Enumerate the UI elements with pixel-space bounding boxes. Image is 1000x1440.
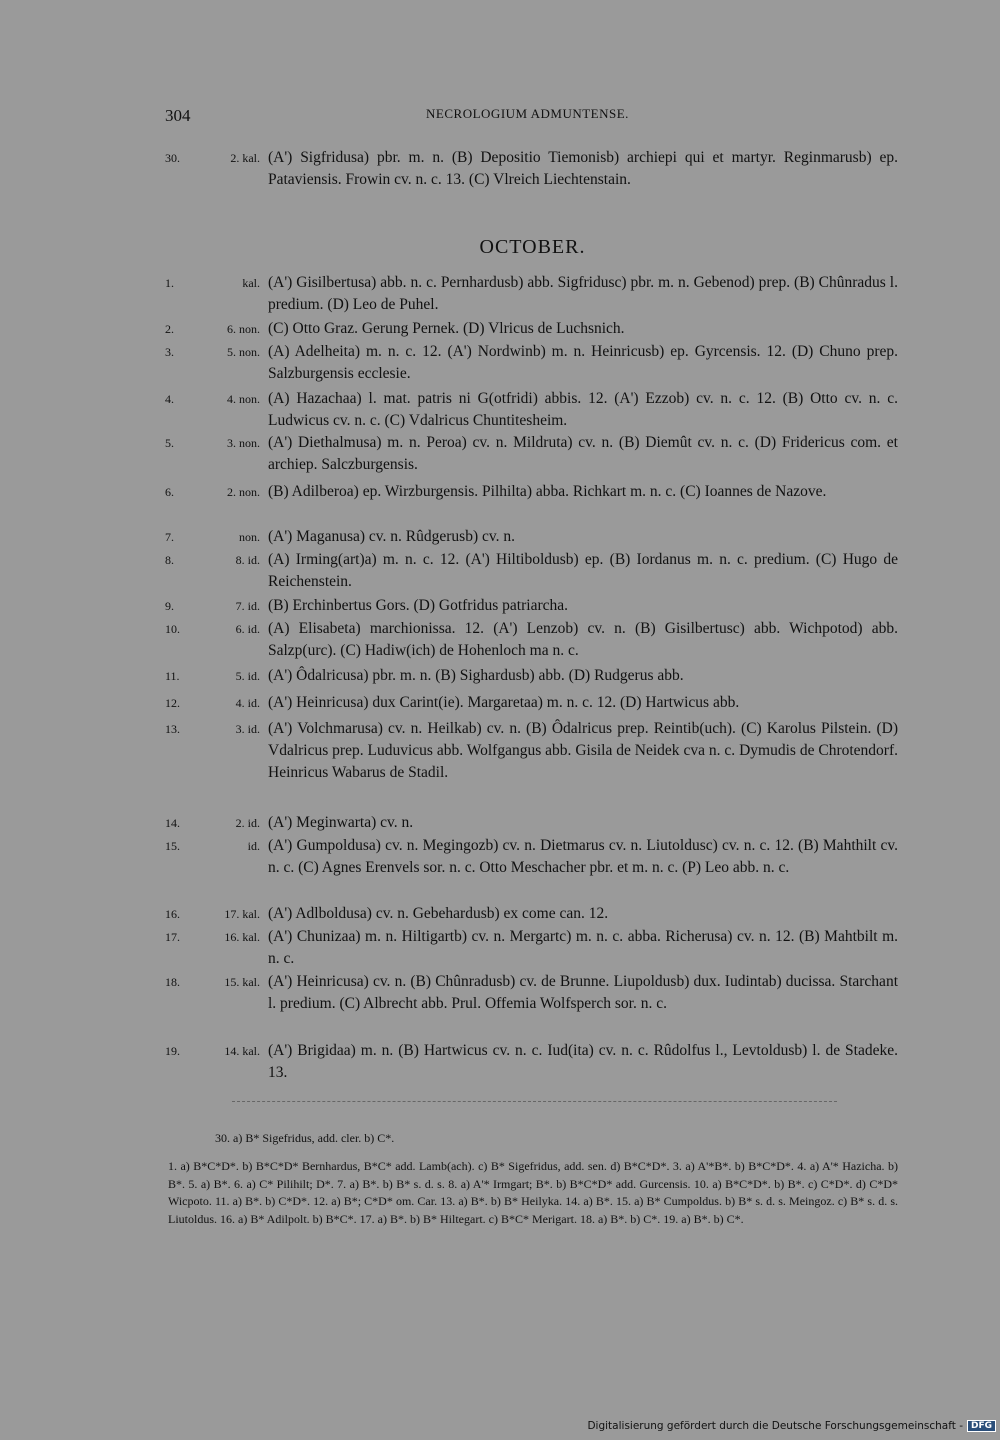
entry-date: non. <box>239 530 260 544</box>
entry-date: 6. id. <box>235 622 260 636</box>
entry-text: (A') Brigidaa) m. n. (B) Hartwicus cv. n. c. Iud(ita) cv. n. c. Rûdolfus l., Levtoldusb) l. de Stadeke. 13. <box>268 1042 898 1081</box>
entry-date: 5. non. <box>227 345 260 359</box>
entry-date: 4. id. <box>235 696 260 710</box>
entry-text: (A') Chunizaa) m. n. Hiltigartb) cv. n. Mergartc) m. n. c. abba. Richerusa) cv. n. 12. (B) Mahtbilt m. n. c. <box>268 928 898 967</box>
entry-day: 1. <box>165 276 174 290</box>
entry-text: (A') Heinricusa) cv. n. (B) Chûnradusb) cv. de Brunne. Liupoldusb) dux. Iudintab) ducissa. Starchant l. predium. (C) Albrecht abb. Prul. Offemia Wolfsperch sor. n. c. <box>268 973 898 1012</box>
entry-day: 3. <box>165 345 174 359</box>
entry-day: 30. <box>165 151 180 165</box>
entry-text: (A') Volchmarusa) cv. n. Heilkab) cv. n. (B) Ôdalricus prep. Reintib(uch). (C) Karolus Pilstein. (D) Vdalricus prep. Luduvicus abb. Wolfgangus abb. Gisila de Neidek cva n. c. Dymudis de Chrotendorf. Heinricus Wabarus de Stadil. <box>268 720 898 781</box>
entry-day: 7. <box>165 530 174 544</box>
running-title: NECROLOGIUM ADMUNTENSE. <box>426 106 629 121</box>
entry-text: (A') Heinricusa) dux Carint(ie). Margaretaa) m. n. c. 12. (D) Hartwicus abb. <box>268 694 740 711</box>
entry-date: 7. id. <box>235 599 260 613</box>
month-title: OCTOBER. <box>479 236 586 258</box>
entry-text: (A) Elisabeta) marchionissa. 12. (A') Lenzob) cv. n. (B) Gisilbertusc) abb. Wichpotod) abb. Salzp(urc). (C) Hadiw(ich) de Hohenloch ma n. c. <box>268 620 898 659</box>
entry-day: 19. <box>165 1044 180 1058</box>
entry-text: (A') Sigfridusa) pbr. m. n. (B) Depositio Tiemonisb) archiepi qui et martyr. Reginmarusb) ep. Pataviensis. Frowin cv. n. c. 13. (C) Vlreich Liechtenstain. <box>268 149 898 188</box>
entry-text: (A') Diethalmusa) m. n. Peroa) cv. n. Mildruta) cv. n. (B) Diemût cv. n. c. (D) Fridericus com. et archiep. Salczburgensis. <box>268 434 898 473</box>
entry-day: 13. <box>165 722 180 736</box>
footer <box>587 1420 996 1432</box>
entry-text: (A') Adlboldusa) cv. n. Gebehardusb) ex come can. 12. <box>268 905 609 922</box>
entry-day: 8. <box>165 553 174 567</box>
entry-date: 16. kal. <box>224 930 260 944</box>
footnote-block-2: 1. a) B*C*D*. b) B*C*D* Bernhardus, B*C* add. Lamb(ach). c) B* Sigefridus, add. sen. d) B*C*D*. 3. a) A'*B*. b) B*C*D*. 4. a) A'* Hazicha. b) B*. 5. a) B*. 6. a) C* Pilihilt; D*. 7. a) B*. b) B* s. d. s. 8. a) A'* Irmgart; B*. b) B*C*D* add. Gurcensis. 10. a) B*C*D*. b) B*. c) C*D*. d) C*D* Wicpoto. 11. a) B*. b) C*D*. 12. a) B*; C*D* om. Car. 13. a) B*. b) B* Heilyka. 14. a) B*. 15. a) B* Cumpoldus. b) B* s. d. s. Meingoz. c) B* s. d. s. Liutoldus. 16. a) B* Adilpolt. b) B*C*. 17. a) B*. b) B* Hiltegart. c) B*C* Merigart. 18. a) B*. b) C*. 19. a) B*. b) C*. <box>168 1159 898 1226</box>
entry-day: 5. <box>165 436 174 450</box>
entry-text: (A) Hazachaa) l. mat. patris ni G(otfridi) abbis. 12. (A') Ezzob) cv. n. c. 12. (B) Otto cv. n. c. Ludwicus cv. n. c. (C) Vdalricus Chuntitesheim. <box>268 390 898 429</box>
entry-date: 8. id. <box>235 553 260 567</box>
entry-text: (B) Adilberoa) ep. Wirzburgensis. Pilhilta) abba. Richkart m. n. c. (C) Ioannes de Nazove. <box>268 483 827 500</box>
entry-text: (A') Gumpoldusa) cv. n. Megingozb) cv. n. Dietmarus cv. n. Liutoldusc) cv. n. c. 12. (B) Mahthilt cv. n. c. (C) Agnes Erenvels sor. n. c. Otto Meschacher pbr. et m. n. c. (P) Leo abb. n. c. <box>268 837 898 876</box>
entry-date: 3. non. <box>227 436 260 450</box>
entry-text: (A') Ôdalricusa) pbr. m. n. (B) Sighardusb) abb. (D) Rudgerus abb. <box>268 667 684 684</box>
entry-date: 14. kal. <box>224 1044 260 1058</box>
entry-day: 6. <box>165 485 174 499</box>
entry-text: (A') Gisilbertusa) abb. n. c. Pernhardusb) abb. Sigfridusc) pbr. m. n. Gebenod) prep. (B) Chûnradus l. predium. (D) Leo de Puhel. <box>268 274 898 313</box>
entry-date: 3. id. <box>235 722 260 736</box>
entry-date: 2. id. <box>235 816 260 830</box>
divider <box>232 1101 837 1102</box>
entry-date: 15. kal. <box>224 975 260 989</box>
entry-date: 17. kal. <box>224 907 260 921</box>
entry-day: 15. <box>165 839 180 853</box>
entry-date: 2. non. <box>227 485 260 499</box>
entry-text: (A') Meginwarta) cv. n. <box>268 814 414 831</box>
entry-day: 17. <box>165 930 180 944</box>
page-number: 304 <box>165 106 191 125</box>
entry-text: (B) Erchinbertus Gors. (D) Gotfridus patriarcha. <box>268 597 569 614</box>
footer-text: Digitalisierung gefördert durch die Deutsche Forschungsgemeinschaft - <box>587 1420 963 1432</box>
entry-day: 10. <box>165 622 180 636</box>
entry-date: 4. non. <box>227 392 260 406</box>
entry-date: 5. id. <box>235 669 260 683</box>
entry-day: 2. <box>165 322 174 336</box>
entry-text: (A) Irming(art)a) m. n. c. 12. (A') Hiltiboldusb) ep. (B) Iordanus m. n. c. predium. (C) Hugo de Reichenstein. <box>268 551 898 590</box>
entry-day: 11. <box>165 669 180 683</box>
entry-date: 2. kal. <box>230 151 260 165</box>
entry-day: 12. <box>165 696 180 710</box>
entry-day: 14. <box>165 816 180 830</box>
dfg-logo: DFG <box>967 1420 996 1432</box>
entry-day: 18. <box>165 975 180 989</box>
entry-text: (A') Maganusa) cv. n. Rûdgerusb) cv. n. <box>268 528 515 545</box>
entry-day: 4. <box>165 392 174 406</box>
entry-day: 16. <box>165 907 180 921</box>
entry-date: 6. non. <box>227 322 260 336</box>
entry-text: (A) Adelheita) m. n. c. 12. (A') Nordwinb) m. n. Heinricusb) ep. Gyrcensis. 12. (D) Chuno prep. Salzburgensis ecclesie. <box>268 343 898 382</box>
footnote-block-1: 30. a) B* Sigefridus, add. cler. b) C*. <box>215 1131 395 1145</box>
entry-day: 9. <box>165 599 174 613</box>
entry-date: kal. <box>242 276 260 290</box>
entry-text: (C) Otto Graz. Gerung Pernek. (D) Vlricus de Luchsnich. <box>268 320 625 337</box>
entry-date: id. <box>247 839 260 853</box>
